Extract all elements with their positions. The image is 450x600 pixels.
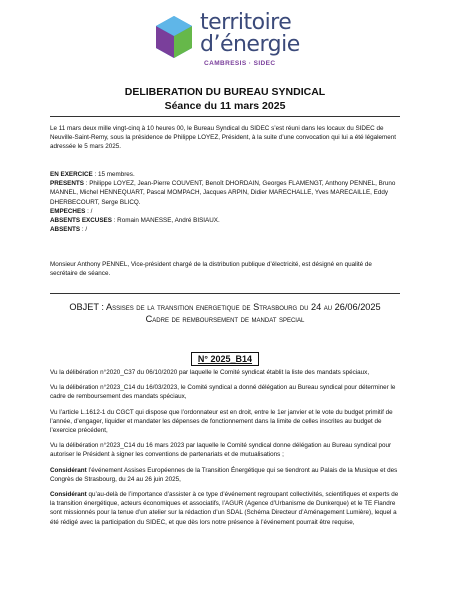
logo-subtitle: CAMBRESIS · SIDEC bbox=[204, 60, 276, 67]
logo bbox=[152, 10, 332, 76]
excuses-value: : Romain MANESSE, André BISIAUX. bbox=[111, 217, 220, 225]
attendance-exercice bbox=[50, 170, 400, 179]
considerant-text: l’événement Assises Européennes de la Transition Énergétique qui se tiendront au Palais de la Musique et des Congrès de Strasbourg, du 24 au 26 juin 2025, bbox=[50, 466, 398, 483]
attendance-presents bbox=[50, 179, 400, 207]
absents-label: ABSENTS bbox=[50, 226, 81, 234]
deliberation-number-wrap bbox=[0, 349, 450, 367]
logo-mark-icon bbox=[152, 14, 196, 70]
attendance-empeches bbox=[50, 207, 400, 216]
divider bbox=[50, 116, 400, 117]
objet-heading bbox=[50, 302, 400, 325]
empeches-value: : / bbox=[85, 207, 93, 215]
body-paragraph-1: Vu la délibération n°2020_C37 du 06/10/2020 par laquelle le Comité syndicat établit la liste des mandats spéciaux, bbox=[50, 369, 370, 376]
considerant-text: qu’au-delà de l’importance d’assister à ce type d’événement regroupant collectivités, scientifiques et experts de la transition énergétique, acteurs économiques et associatifs, l’AGUR (Agence d’Urbanisme de Dunkerque) et le TE Flandre sont missionnés pour la tenue d’un atelier sur la rédaction d’un SDAL (Schéma Directeur d’Aménagement Lumière), lequel a été rédigé avec la participation du SIDEC, et que dès lors notre présence à l’événement pourrait être requise, bbox=[50, 491, 399, 526]
body-text bbox=[50, 368, 400, 527]
considerant-label: Considérant bbox=[50, 491, 87, 499]
logo-wordmark bbox=[200, 12, 300, 56]
absents-value: : / bbox=[80, 226, 88, 234]
attendance-excuses bbox=[50, 216, 400, 225]
secretary-paragraph bbox=[50, 260, 400, 278]
attendance-block bbox=[50, 170, 400, 234]
body-paragraph-5 bbox=[50, 466, 400, 484]
body-paragraph-3: Vu l’article L.1612-1 du CGCT qui dispose que l’ordonnateur est en droit, entre le 1er janvier et le vote du budget primitif de l’année, d’engager, liquider et mandater les dépenses de fonctionnement dans la limite de celles inscrites au budget de l’exercice précédent, bbox=[50, 408, 393, 435]
logo-line1: territoire bbox=[200, 10, 292, 35]
exercice-value: : 15 membres. bbox=[92, 171, 135, 178]
body-paragraph-6 bbox=[50, 490, 400, 527]
excuses-label: ABSENTS EXCUSES bbox=[50, 217, 112, 225]
presents-value: : Philippe LOYEZ, Jean-Pierre COUVENT, Benoît DHORDAIN, Georges FLAMENGT, Anthony PENNEL, Bruno MANNEL, Michel HENNEQUART, Pascal MOMPACH, Jacques ARPIN, Didier MARECHALLE, Yves MARECAILLE, Eddy DHERBECOURT, Serge BLICQ. bbox=[50, 180, 396, 206]
considerant-label: Considérant bbox=[50, 466, 87, 474]
presents-label: PRESENTS bbox=[50, 180, 84, 188]
divider bbox=[50, 293, 400, 294]
document-title: DELIBERATION DU BUREAU SYNDICAL bbox=[124, 86, 326, 98]
intro-text: Le 11 mars deux mille vingt-cinq à 10 heures 00, le Bureau Syndical du SIDEC s’est réuni dans les locaux du SIDEC de Neuville-Saint-Remy, sous la présidence de Philippe LOYEZ, Président, à la suite d’une convocation qui lui a été légalement adressée le 5 mars 2025. bbox=[50, 125, 397, 151]
secretary-text: Monsieur Anthony PENNEL, Vice-président chargé de la distribution publique d’électricité, est désigné en qualité de secrétaire de séance. bbox=[50, 261, 372, 278]
exercice-label: EN EXERCICE bbox=[50, 171, 93, 178]
logo-line2: d’énergie bbox=[200, 32, 300, 57]
attendance-absents bbox=[50, 225, 400, 234]
intro-paragraph bbox=[50, 124, 400, 152]
body-paragraph-4: Vu la délibération n°2023_C14 du 16 mars 2023 par laquelle le Comité syndical donne délégation au Bureau syndical pour autoriser le Président à signer les conventions de partenariats et de mutualisations ; bbox=[50, 442, 392, 459]
objet-line1: OBJET : Assises de la transition energetique de Strasbourg du 24 au 26/06/2025 bbox=[69, 302, 381, 312]
empeches-label: EMPECHES bbox=[50, 207, 86, 215]
deliberation-number: N° 2025_B14 bbox=[191, 352, 259, 366]
body-paragraph-2: Vu la délibération n°2023_C14 du 16/03/2023, le Comité syndical a donné délégation au Bureau syndical pour déterminer le cadre de remboursement des mandats spéciaux, bbox=[50, 384, 396, 401]
document-subtitle: Séance du 11 mars 2025 bbox=[164, 100, 286, 112]
objet-line2: Cadre de remboursement de mandat special bbox=[145, 313, 305, 324]
